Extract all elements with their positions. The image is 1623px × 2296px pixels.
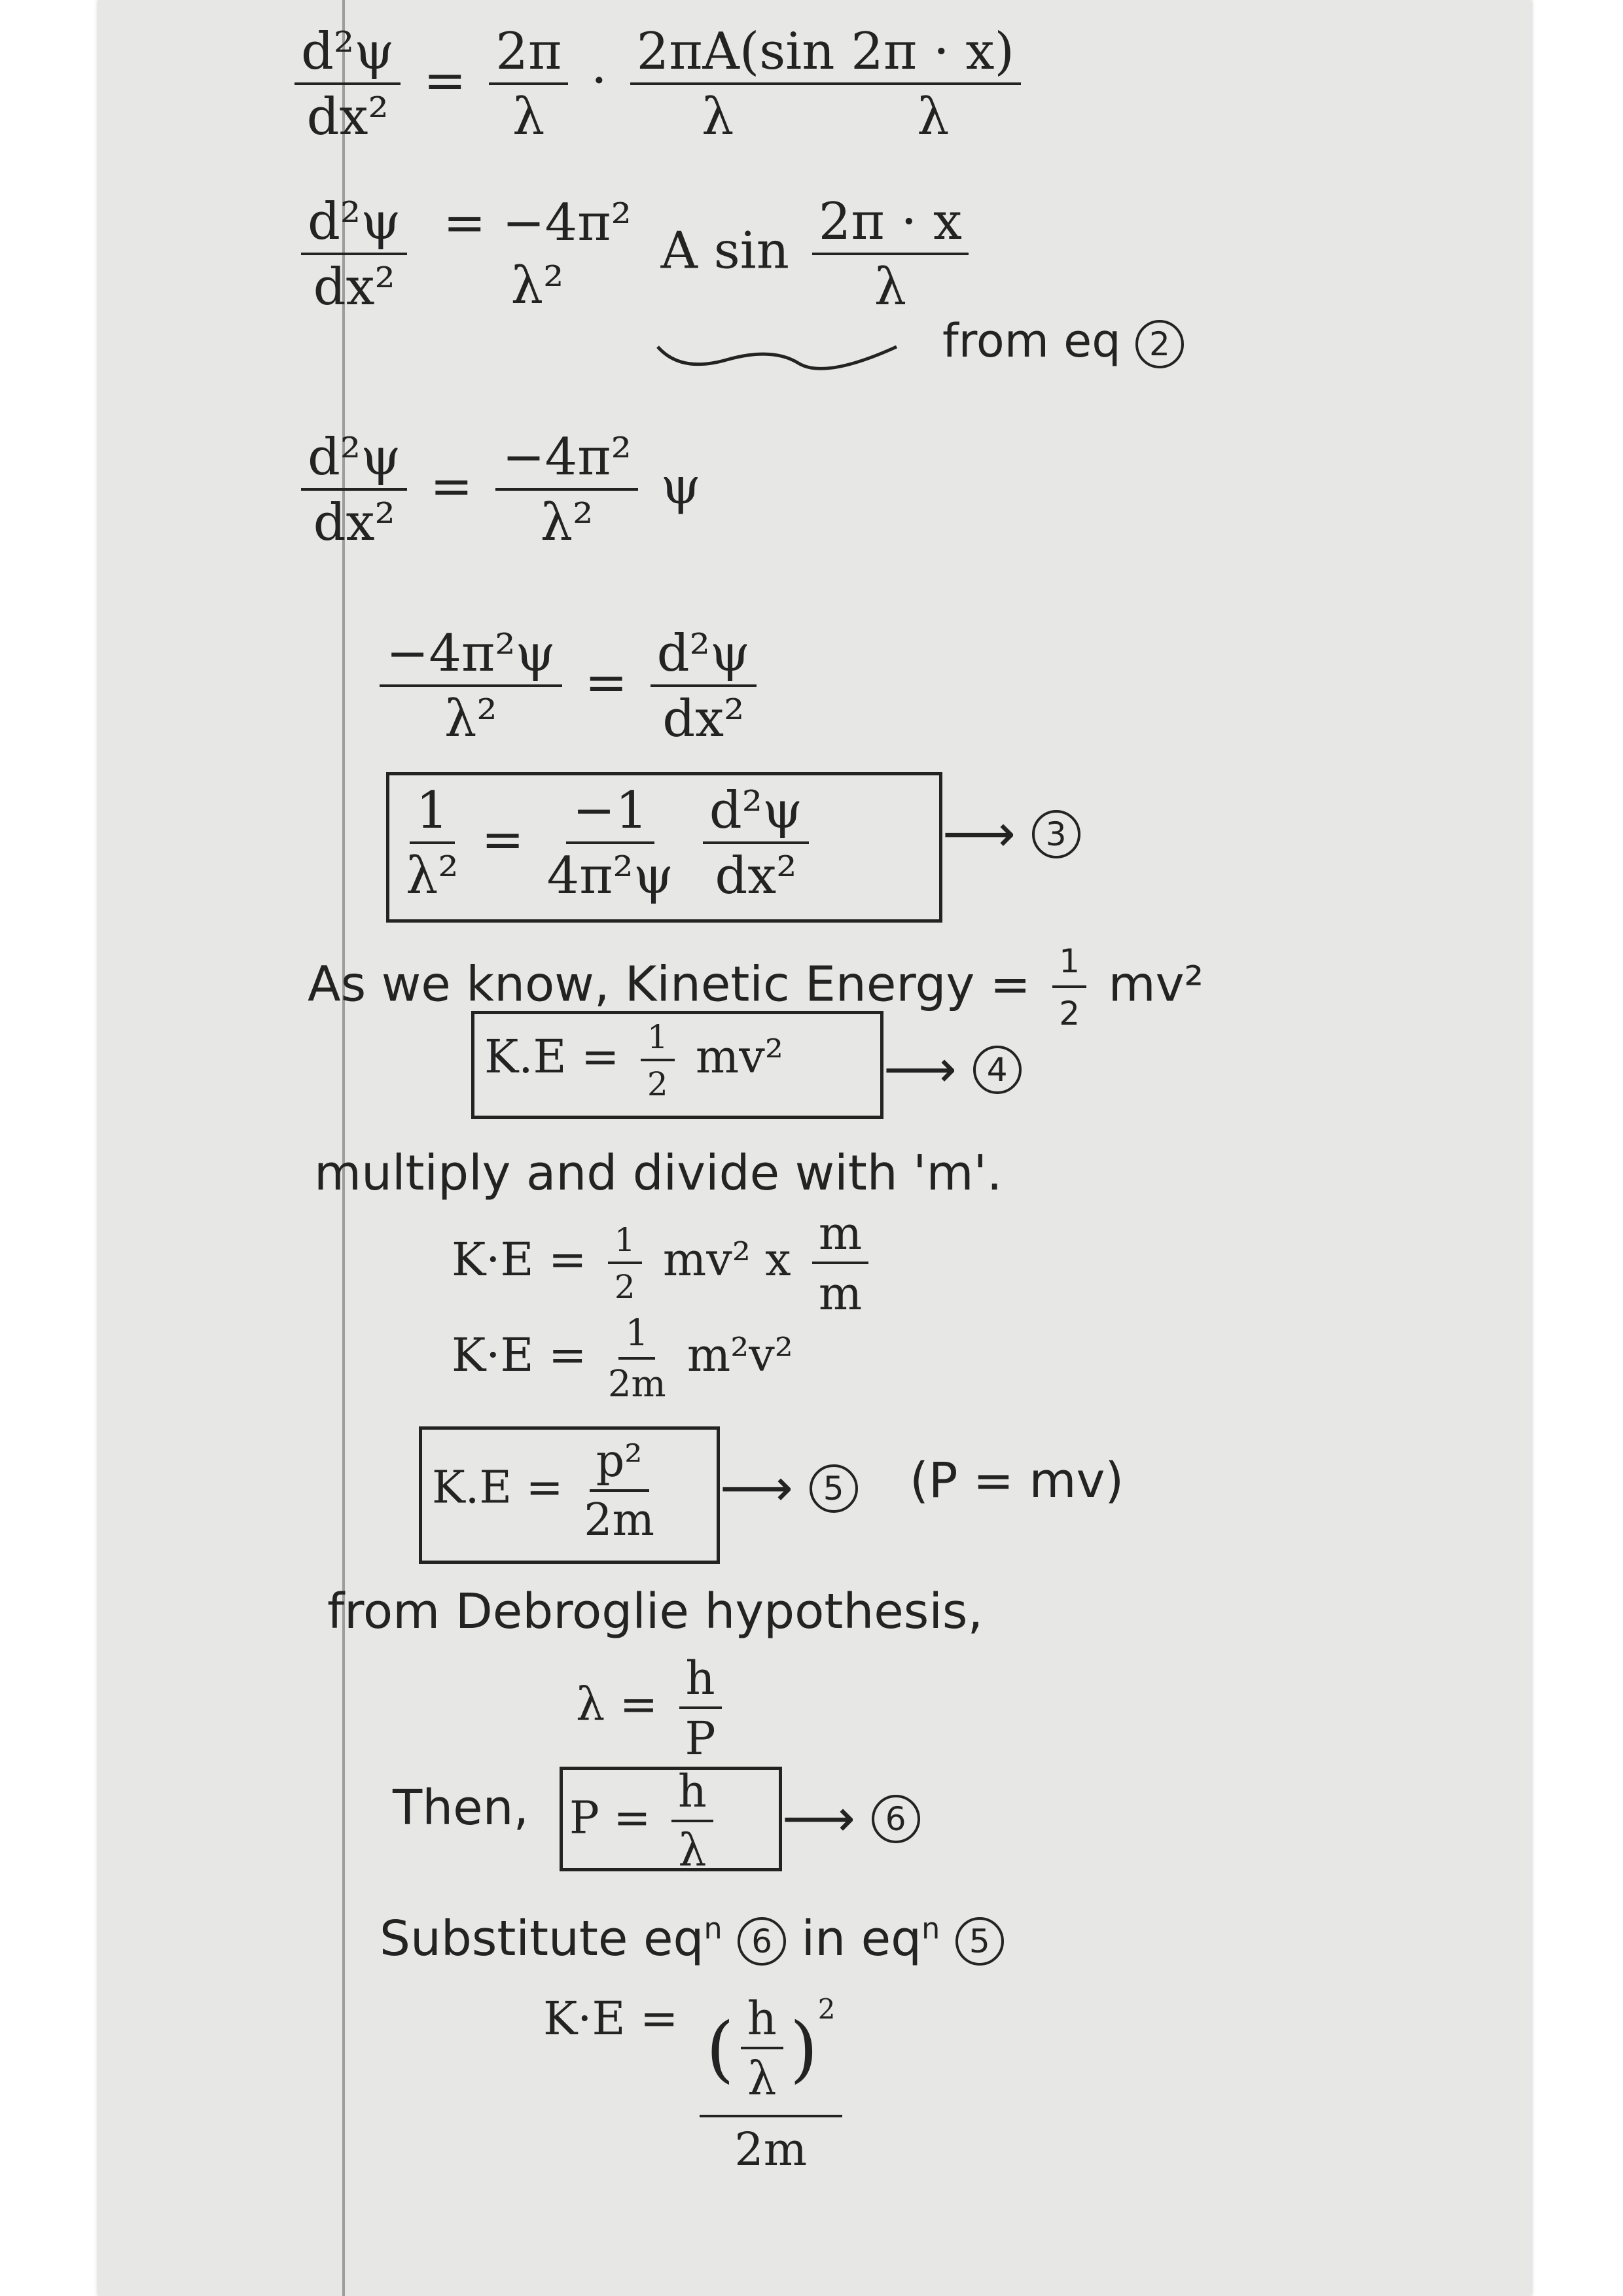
denominator: λ — [747, 2052, 777, 2106]
right-arrow-icon: ⟶ — [720, 1458, 793, 1518]
equation-4-label — [883, 1040, 1022, 1099]
equation-6-label — [782, 1789, 920, 1848]
denominator-lambda: λ — [702, 88, 734, 147]
fraction — [630, 22, 1021, 147]
equation-line-3 — [294, 428, 701, 552]
substitute-sentence — [380, 1911, 1004, 1967]
then-label: Then, — [393, 1780, 529, 1836]
denominator: 2m — [734, 2123, 808, 2176]
ke-label: K·E = — [452, 1328, 601, 1382]
right-arrow-icon: ⟶ — [883, 1040, 957, 1099]
denominator: λ² — [444, 690, 497, 749]
numerator: −1 — [566, 785, 654, 844]
fraction — [812, 1207, 868, 1320]
lambda-eq: λ = — [576, 1678, 658, 1731]
fraction — [641, 1018, 675, 1103]
numerator: ( $\frac{h}{\lambda}$ )$^2$ — [700, 1996, 842, 2117]
equation-ref-circle: 4 — [973, 1046, 1022, 1094]
from-eq-text: from eq — [942, 314, 1121, 368]
numerator: d²ψ — [301, 432, 407, 491]
numerator: 1 — [1052, 942, 1086, 988]
fraction — [1052, 942, 1086, 1033]
denominator: λ² — [406, 847, 459, 906]
psi-symbol: ψ — [660, 457, 701, 516]
denominator: dx² — [306, 88, 389, 147]
equals-sign: = — [481, 810, 524, 870]
debroglie-sentence: from Debroglie hypothesis, — [327, 1583, 983, 1640]
denominator: 2m — [584, 1494, 655, 1546]
fraction — [812, 192, 969, 317]
dot-operator: · — [591, 51, 607, 111]
equation-line-6 — [484, 1018, 783, 1103]
ke-label: K·E = — [452, 1233, 601, 1286]
numerator: d²ψ — [294, 26, 401, 85]
m-squared-v-squared: m²v² — [687, 1328, 793, 1382]
fraction — [584, 1436, 655, 1546]
denominator: λ — [678, 1825, 707, 1877]
notebook-page — [98, 0, 1531, 2296]
equation-ref-circle: 5 — [955, 1917, 1004, 1966]
numerator: 1 — [410, 785, 455, 844]
sentence-text: As we know, Kinetic Energy = — [308, 956, 1046, 1013]
numerator: h — [741, 1996, 783, 2049]
denominator: dx² — [313, 258, 395, 317]
fraction — [679, 1651, 722, 1765]
fraction — [495, 428, 638, 552]
denominator: P — [685, 1712, 716, 1765]
superscript-n: n — [921, 1912, 940, 1946]
right-arrow-icon: ⟶ — [782, 1789, 855, 1848]
denominator: λ — [874, 258, 907, 317]
denominator: dx² — [715, 847, 797, 906]
equals-sign: = — [430, 457, 473, 516]
denominator: dx² — [662, 690, 745, 749]
numerator: −4π² — [495, 432, 638, 491]
fraction — [700, 1992, 842, 2176]
fraction — [489, 22, 568, 147]
equation-line-2 — [294, 192, 975, 317]
numerator: 2π · x — [812, 196, 969, 255]
equation-ref-circle: 2 — [1135, 320, 1184, 368]
equation-line-8 — [452, 1312, 793, 1405]
equation-line-12 — [543, 1992, 849, 2176]
numerator: −4π²ψ — [380, 628, 562, 687]
denominator — [702, 85, 950, 147]
numerator: d²ψ — [651, 628, 757, 687]
fraction — [294, 22, 401, 147]
ke-label: K.E = — [432, 1462, 578, 1514]
denominator-lambda: λ — [917, 88, 950, 147]
denominator: 2 — [1059, 995, 1080, 1033]
fraction — [651, 624, 757, 749]
fraction — [703, 781, 809, 906]
equals-sign: = — [423, 51, 467, 111]
equation-5-label — [720, 1458, 858, 1518]
equation-line-9 — [432, 1436, 661, 1546]
fraction — [546, 781, 673, 906]
ke-label: K.E = — [484, 1030, 634, 1084]
numerator: d²ψ — [301, 196, 407, 255]
exponent: 2 — [817, 1993, 836, 2025]
equation-line-4 — [373, 624, 763, 749]
fraction — [608, 1221, 642, 1306]
numerator: h — [679, 1655, 722, 1709]
numerator: 1 — [618, 1315, 655, 1360]
equation-ref-circle: 5 — [810, 1464, 858, 1513]
right-arrow-icon: ⟶ — [942, 804, 1016, 864]
fraction — [671, 1766, 713, 1877]
numerator: = −4π² — [443, 194, 632, 253]
equation-ref-circle: 6 — [872, 1795, 920, 1843]
equation-line-5 — [399, 781, 815, 906]
equation-line-1 — [288, 22, 1027, 147]
denominator: 4π²ψ — [546, 847, 673, 906]
equation-line-11 — [569, 1766, 720, 1877]
from-eq-note — [942, 314, 1184, 368]
fraction — [406, 781, 459, 906]
equation-3-label — [942, 804, 1080, 864]
substitute-text: Substitute eq — [380, 1911, 704, 1967]
numerator: m — [812, 1210, 868, 1264]
ke-label: K·E = — [543, 1992, 679, 2045]
numerator: 2π — [489, 26, 568, 85]
denominator: 2 — [614, 1268, 635, 1306]
equals-sign: = — [584, 653, 628, 713]
numerator: p² — [590, 1439, 649, 1492]
denominator: 2 — [647, 1065, 668, 1103]
inner-fraction — [741, 1992, 783, 2106]
equation-line-10 — [576, 1651, 728, 1765]
denominator: λ² — [540, 493, 594, 552]
mv-squared-times: mv² x — [662, 1233, 791, 1286]
equation-line-7 — [452, 1207, 875, 1320]
underbrace-mark — [654, 340, 903, 380]
sine-term: A sin — [660, 221, 789, 281]
denominator: m — [818, 1267, 863, 1320]
fraction — [301, 428, 407, 552]
numerator: 1 — [608, 1224, 642, 1264]
fraction — [607, 1312, 666, 1405]
p-eq: P = — [569, 1792, 651, 1845]
momentum-note: (P = mv) — [910, 1453, 1124, 1509]
numerator: 2πA(sin 2π · x) — [630, 26, 1021, 85]
mv-squared: mv² — [695, 1030, 783, 1084]
denominator: λ² — [510, 256, 564, 315]
denominator: 2m — [607, 1363, 666, 1405]
equation-ref-circle: 6 — [738, 1917, 786, 1966]
mv-squared: mv² — [1108, 956, 1204, 1013]
in-eq-text: in eq — [801, 1911, 922, 1967]
denominator: dx² — [313, 493, 395, 552]
fraction — [380, 624, 562, 749]
denominator: λ — [512, 88, 545, 147]
multiply-divide-sentence: multiply and divide with 'm'. — [314, 1145, 1003, 1201]
superscript-n: n — [704, 1912, 722, 1946]
fraction — [301, 192, 407, 317]
equation-ref-circle: 3 — [1032, 810, 1080, 858]
numerator: d²ψ — [703, 785, 809, 844]
numerator: h — [671, 1770, 713, 1822]
numerator: 1 — [641, 1021, 675, 1061]
fraction — [437, 194, 638, 315]
